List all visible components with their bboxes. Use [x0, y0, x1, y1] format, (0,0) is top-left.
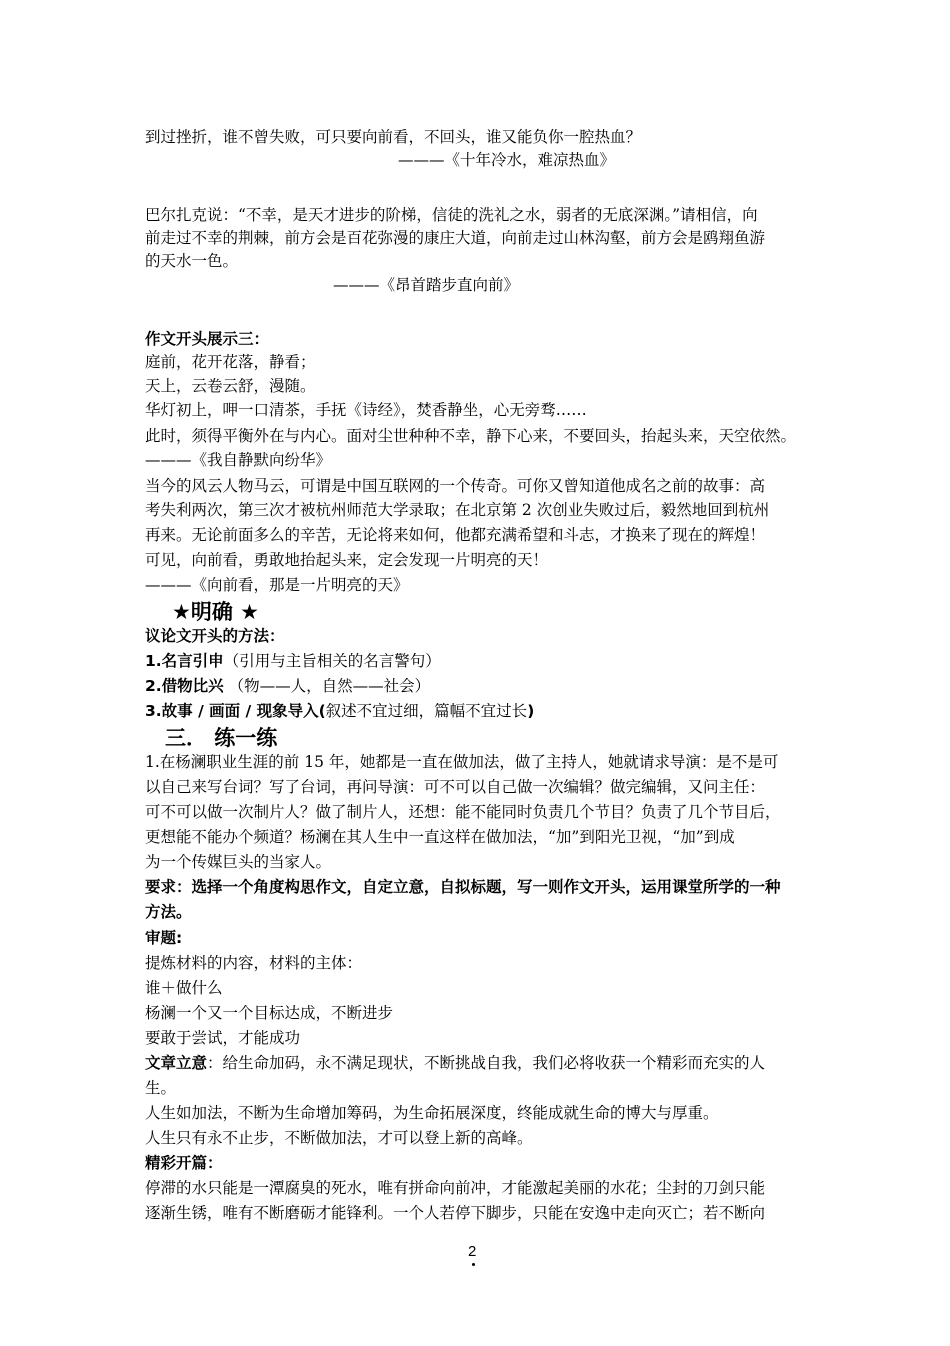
attribution-line: ———《向前看，那是一片明亮的天》 — [145, 576, 409, 594]
text-line: 人生只有永不止步，不断做加法，才可以登上新的高峰。 — [145, 1129, 533, 1147]
text-line: 的天水一色。 — [145, 252, 239, 270]
text-line: 逐渐生锈，唯有不断磨砺才能锋利。一个人若停下脚步，只能在安逸中走向灭亡；若不断向 — [145, 1204, 766, 1222]
text-line: 前走过不幸的荆棘，前方会是百花弥漫的康庄大道，向前走过山林沟壑，前方会是鸥翔鱼游 — [145, 229, 766, 247]
requirement-line: 方法。 — [145, 903, 192, 921]
text-line: 1.在杨澜职业生涯的前 15 年，她都是一直在做加法，做了主持人，她就请求导演：是不是可 — [145, 753, 779, 771]
method-title: 1.名言引申 — [145, 652, 224, 670]
method-title: 3.故事 / 画面 / 现象导入( — [145, 702, 326, 720]
section-heading: 作文开头展示三： — [145, 330, 270, 348]
text-line: 当今的风云人物马云，可谓是中国互联网的一个传奇。可你又曾知道他成名之前的故事：高 — [145, 477, 766, 495]
text-line: 此时，须得平衡外在与内心。面对尘世种种不幸，静下心来，不要回头，抬起头来，天空依然。 — [145, 427, 797, 445]
method-note: （引用与主旨相关的名言警句） — [223, 652, 441, 670]
attribution-line: ———《我自静默向纷华》 — [145, 451, 332, 469]
text: ：给生命加码，永不满足现状，不断挑战自我，我们必将收获一个精彩而充实的人 — [207, 1054, 766, 1072]
text-line: 杨澜一个又一个目标达成，不断进步 — [145, 1004, 394, 1022]
text-line: 提炼材料的内容，材料的主体： — [145, 954, 363, 972]
text-line: 再来。无论前面多么的辛苦，无论将来如何，他都充满希望和斗志，才换来了现在的辉煌！ — [145, 526, 766, 544]
text-line: 庭前，花开花落，静看； — [145, 353, 316, 371]
text-line: 华灯初上，呷一口清茶，手抚《诗经》，焚香静坐，心无旁骛…… — [145, 401, 587, 419]
section-heading: 议论文开头的方法： — [145, 627, 285, 645]
requirement-line: 要求：选择一个角度构思作文，自定立意，自拟标题，写一则作文开头，运用课堂所学的一种 — [145, 878, 781, 896]
method-note: （物——人，自然——社会） — [223, 677, 431, 695]
text-line: 生。 — [145, 1079, 177, 1097]
text-line — [145, 1052, 765, 1074]
method-note: 叙述不宜过细，篇幅不宜过长 — [325, 702, 528, 720]
section-heading: 三． 练一练 — [165, 726, 278, 750]
text-line: 以自己来写台词？写了台词，再问导演：可不可以自己做一次编辑？做完编辑，又问主任： — [145, 778, 766, 796]
highlight-heading: ★明确 ★ — [172, 600, 259, 624]
text-line: 可见，向前看，勇敢地抬起头来，定会发现一片明亮的天！ — [145, 551, 549, 569]
method-item — [145, 700, 534, 722]
text-line: 人生如加法，不断为生命增加筹码，为生命拓展深度，终能成就生命的博大与厚重。 — [145, 1104, 719, 1122]
text-line: 要敢于尝试，才能成功 — [145, 1029, 301, 1047]
text-line: 到过挫折，谁不曾失败，可只要向前看，不回头，谁又能负你一腔热血？ — [145, 128, 642, 146]
text-line: 天上，云卷云舒，漫随。 — [145, 377, 316, 395]
page-number: 2 — [468, 1243, 477, 1260]
method-close: ) — [527, 702, 535, 720]
text-line: 停滞的水只能是一潭腐臭的死水，唯有拼命向前冲，才能激起美丽的水花；尘封的刀剑只能 — [145, 1179, 766, 1197]
text-line: 考失利两次，第三次才被杭州师范大学录取；在北京第 2 次创业失败过后，毅然地回到杭州 — [145, 501, 770, 519]
page-number-dot — [472, 1263, 475, 1266]
attribution-line: ———《昂首踏步直向前》 — [333, 276, 520, 294]
text-line: 巴尔扎克说：“不幸，是天才进步的阶梯，信徒的洗礼之水，弱者的无底深渊。”请相信，向 — [145, 206, 758, 224]
method-item — [145, 675, 430, 697]
text-line: 更想能不能办个频道？杨澜在其人生中一直这样在做加法，“加”到阳光卫视，“加”到成 — [145, 828, 735, 846]
method-item — [145, 650, 441, 672]
text-line: 谁＋做什么 — [145, 979, 223, 997]
label: 文章立意 — [145, 1054, 208, 1072]
attribution-line: ———《十年冷水，难凉热血》 — [398, 151, 616, 169]
text-line: 为一个传媒巨头的当家人。 — [145, 853, 332, 871]
method-title: 2.借物比兴 — [145, 677, 224, 695]
section-heading: 精彩开篇： — [145, 1154, 223, 1172]
text-line: 可不可以做一次制片人？做了制片人，还想：能不能同时负责几个节目？负责了几个节目后， — [145, 803, 781, 821]
section-heading: 审题: — [145, 929, 183, 947]
